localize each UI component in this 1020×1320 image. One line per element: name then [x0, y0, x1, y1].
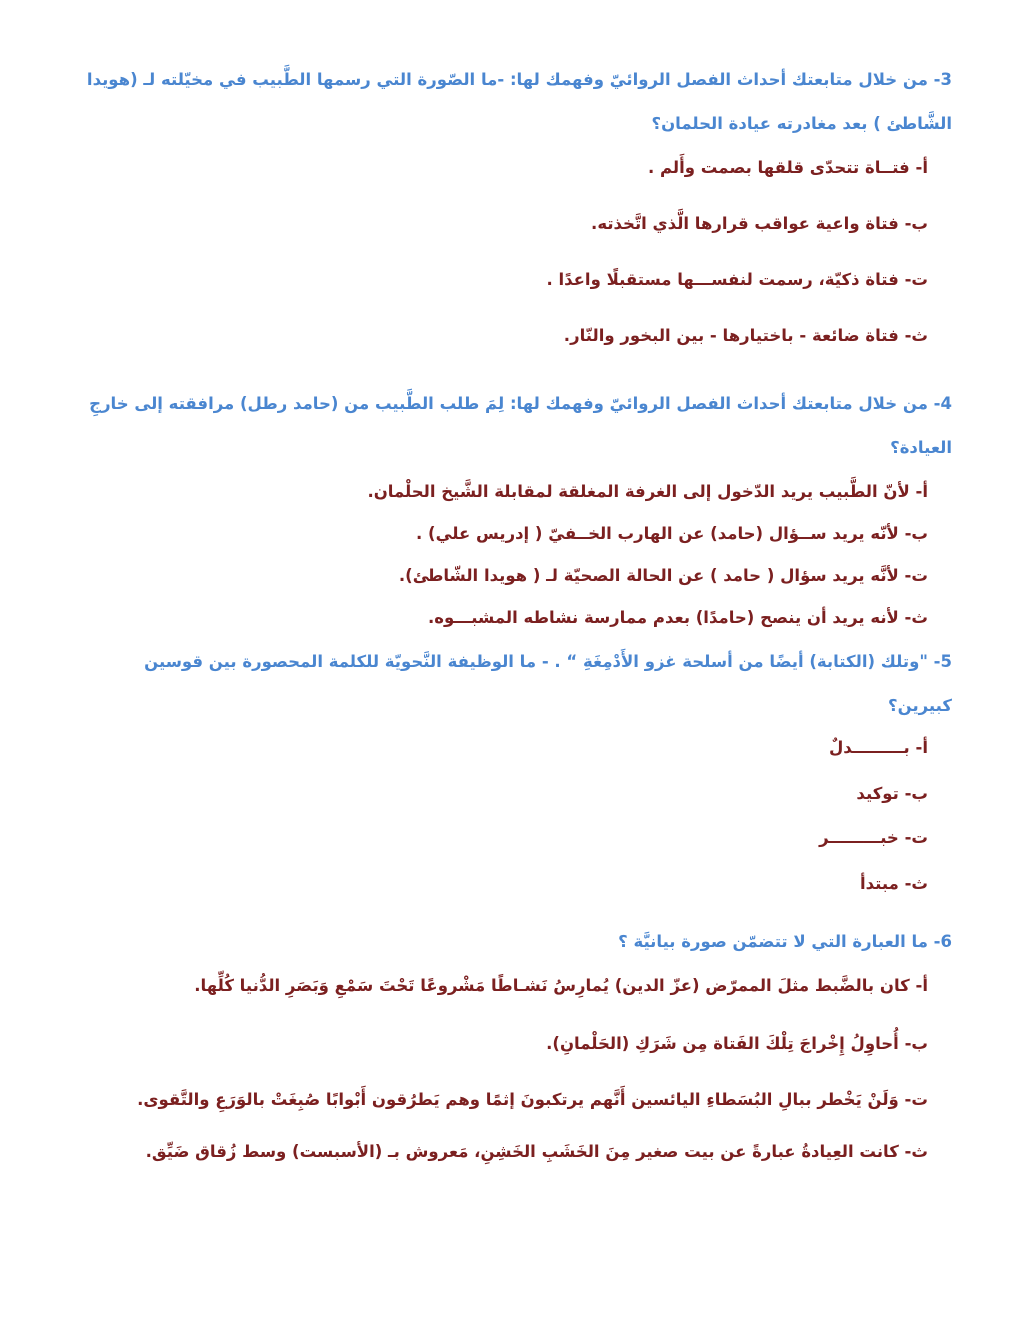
- question-3-option-b: ب- فتاة واعية عواقب قرارها الَّذي اتَّخذته.: [591, 214, 928, 233]
- question-3-line-1: 3- من خلال متابعتك أحداث الفصل الروائيّ وفهمك لها: -ما الصّورة التي رسمها الطَّبيب في مخيّلته لـ (هويدا: [86, 70, 952, 89]
- question-4-option-b: ب- لأنّه يريد ســؤال (حامد) عن الهارب الخــفيّ ( إدريس علي) .: [416, 524, 928, 543]
- question-5-option-c: ت- خبـــــــــر: [819, 828, 928, 847]
- question-3-option-a: أ- فتــاة تتحدّى قلقها بصمت وأَلم .: [647, 158, 928, 177]
- question-3-option-d: ث- فتاة ضائعة - باختيارها - بين البخور والنّار.: [563, 326, 928, 345]
- question-4-option-d: ث- لأنه يريد أن ينصح (حامدًا) بعدم ممارسة نشاطه المشبـــوه.: [428, 608, 928, 627]
- question-5-line-1: 5- "وتلك (الكتابة) أيضًا من أسلحة غزو الأَدْمِغَةِ “ . - ما الوظيفة النَّحويّة للكلمة المحصورة بين قوسين: [144, 652, 952, 671]
- question-3-line-2: الشَّاطئ ) بعد مغادرته عيادة الحلمان؟: [651, 114, 952, 133]
- question-4-option-c: ت- لأنَّه يريد سؤال ( حامد ) عن الحالة الصحيّة لـ ( هويدا الشّاطئ).: [398, 566, 928, 585]
- question-5-line-2: كبيرين؟: [888, 696, 952, 715]
- question-6-option-d: ث- كانت العِيادةُ عبارةً عن بيت صغير مِنَ الخَشَبِ الخَشِنِ، مَعروش بـ (الأسبست) وسط زُقاق ضَيِّق.: [145, 1142, 928, 1161]
- question-5-option-a: أ- بـــــــــدلٌ: [828, 738, 928, 757]
- question-4-line-2: العيادة؟: [890, 438, 952, 457]
- question-4-line-1: 4- من خلال متابعتك أحداث الفصل الروائيّ وفهمك لها: لِمَ طلب الطَّبيب من (حامد رطل) مرافقته إلى خارجِ: [89, 394, 952, 413]
- question-6-option-b: ب- أُحاوِلُ إِخْراجَ تِلْكَ الفَتاة مِن شَرَكِ (الحَلْمانِ).: [546, 1034, 928, 1053]
- question-6-option-c: ت- وَلَنْ يَخْطر ببالِ البُسَطاءِ اليائسين أَنَّهم يرتكبونَ إثمًا وهم يَطرُقون أَبْوابًا صُبِغَتْ بالوَرَعِ والتَّقوى.: [137, 1090, 928, 1109]
- question-6-option-a: أ- كان بالضَّبط مثلَ الممرّض (عزّ الدين) يُمارِسُ نَشـاطًا مَشْروعًا تَحْتَ سَمْعِ وَبَصَرِ الدُّنيا كُلِّها.: [194, 976, 928, 995]
- question-5-option-d: ث- مبتدأ: [859, 874, 928, 893]
- question-6-line-1: 6- ما العبارة التي لا تتضمّن صورة بيانيَّة ؟: [618, 932, 952, 951]
- question-5-option-b: ب- توكيد: [856, 784, 928, 803]
- question-3-option-c: ت- فتاة ذكيّة، رسمت لنفســـها مستقبلًا واعدًا .: [546, 270, 928, 289]
- question-4-option-a: أ- لأنّ الطَّبيب يريد الدّخول إلى الغرفة المغلقة لمقابلة الشَّيخ الحلْمان.: [367, 482, 928, 501]
